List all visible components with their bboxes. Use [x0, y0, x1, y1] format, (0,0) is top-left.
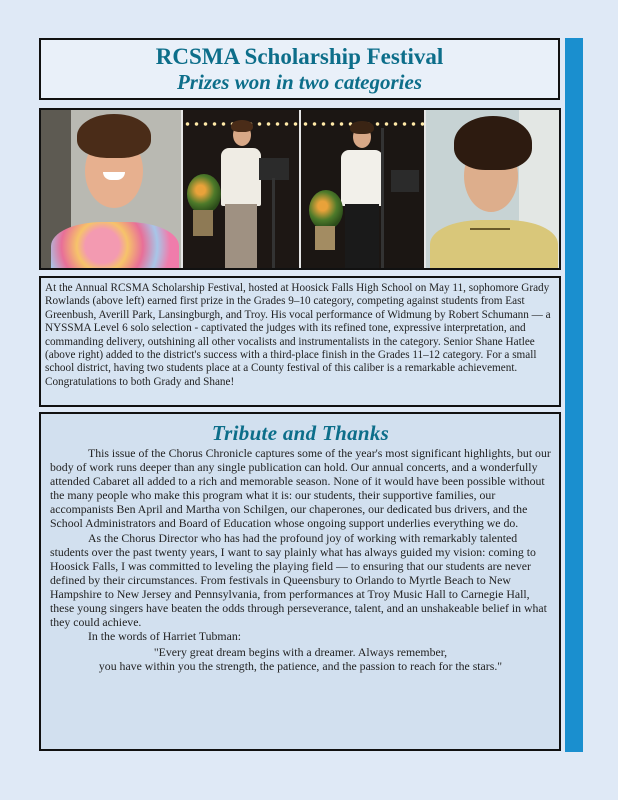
header-box — [39, 38, 560, 100]
page-title: RCSMA Scholarship Festival — [155, 44, 444, 69]
photo-strip — [39, 108, 561, 270]
accent-sidebar — [565, 38, 583, 752]
tribute-paragraph-1: This issue of the Chorus Chronicle captures some of the year's most significant highlights, but our body of work runs deeper than any single publication can hold. Our annual concerts, and a wonderfully attended Cabaret all added to a rich and memorable season. None of it would have been possible without the many people who make this program what it is: our students, their supportive families, our accompanists Ben April and Martha von Schilgen, our chaperones, our dedicated bus drivers, and the School Administrators and Board of Education whose ongoing support underlies everything we do. — [50, 446, 551, 531]
quote-line-2: you have within you the strength, the patience, and the passion to reach for the stars." — [98, 659, 503, 674]
quote-line-1: "Every great dream begins with a dreamer. Always remember, — [153, 645, 448, 660]
festival-story-text: At the Annual RCSMA Scholarship Festival, hosted at Hoosick Falls High School on May 11, sophomore Grady Rowlands (above left) earned first prize in the Grades 9–10 category, competing against students from East Greenbush, Averill Park, Lansingburgh, and Troy. His vocal performance of Widmung by Robert Schumann — a NYSSMA Level 6 solo selection - captivated the judges with its refined tone, expressive interpretation, and commanding delivery, outshining all other vocalists and instrumentalists in the category. Senior Shane Hatlee (above right) added to the district's success with a third-place finish in the Grades 11–12 category. For a small school district, having two students place at a County festival of this caliber is a remarkable achievement. Congratulations to both Grady and Shane! — [45, 282, 551, 388]
tribute-section — [39, 412, 561, 751]
tribute-paragraph-2: As the Chorus Director who has had the profound joy of working with remarkably talented students over the past twenty years, I want to say plainly what has always guided my vision: coming to Hoosick Falls, I was committed to leveling the playing field — to ensuring that our students are never defined by their circumstances. From festivals in Queensbury to Orlando to Myrtle Beach to New Hampshire to New Jersey and Pennsylvania, from performances at Troy Music Hall to Carnegie Hall, these young singers have beaten the odds through perseverance, talent, and an unshakeable belief in what they could achieve. — [50, 530, 547, 630]
photo-shane-performing — [299, 110, 424, 268]
photo-grady-portrait — [41, 110, 181, 268]
photo-grady-performing — [181, 110, 299, 268]
tribute-title: Tribute and Thanks — [211, 421, 390, 445]
photo-shane-portrait — [424, 110, 559, 268]
page-subtitle: Prizes won in two categories — [176, 70, 423, 94]
festival-story — [39, 276, 561, 407]
quote-intro: In the words of Harriet Tubman: — [88, 629, 242, 644]
